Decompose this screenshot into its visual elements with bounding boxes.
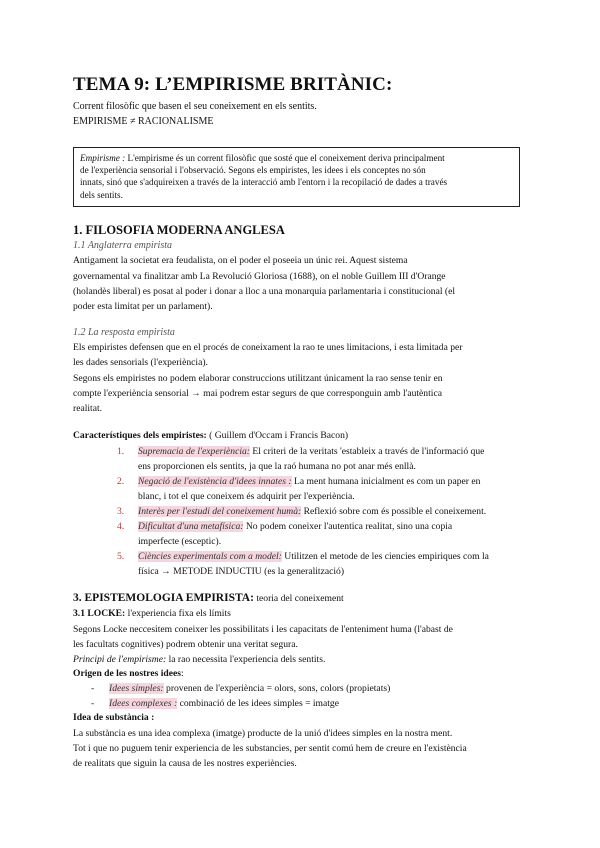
list-number: 4. [117,521,125,532]
paragraph-line: governamental va finalitzar amb La Revolució Gloriosa (1688), on el noble Guillem III d'Orange [73,271,446,282]
list-item: Dificultat d'una metafísica: No podem coneixer l'autentica realitat, sino una copia [138,521,453,532]
paragraph-line: les facultats cognitives) podrem obtenir una veritat segura. [73,639,298,650]
paragraph-line: La substància es una idea complexa (imatge) producte de la unió d'idees simples en la nostra ment. [73,728,453,739]
paragraph-line: Els empiristes defensen que en el procés de coneixament la rao te unes limitacions, i esta limitada per [73,342,463,353]
substance-heading: Idea de substància : [73,712,155,723]
section3-heading: 3. EPISTEMOLOGIA EMPIRISTA: teoria del coneixement [73,592,344,604]
origin-heading: Origen de les nostres idees: [73,668,184,679]
section1-sub1: 1.1 Anglaterra empirista [73,240,172,251]
list-item-continuation: imperfecte (esceptic). [138,536,222,547]
locke-heading: 3.1 LOCKE: l'experiencia fixa els límits [73,608,231,619]
list-item: Ciències experimentals com a model: Utilitzen el metode de les ciencies empiriques com la [138,551,489,562]
paragraph-line: (holandès liberal) es posat al poder i donar a lloc a una monarquia parlamentaria i constitucional (el [73,286,456,297]
definition-term: Empirisme : [80,153,126,163]
paragraph-line: poder esta limitat per un parlament). [73,301,213,312]
list-item-continuation: ens proporcionen els sentits, ja que la raó humana no pot anar més enllà. [138,461,416,472]
paragraph-line: de realitats que siguin la causa de les nostres experiències. [73,758,297,769]
list-number: 5. [117,551,125,562]
paragraph-line: Segons Locke neccesitem coneixer les possibilitats i les capacitats de l'enteniment huma (l'abast de [73,624,453,635]
list-number: 3. [117,506,125,517]
definition-line-2: de l'experiència sensorial i l'observació. Segons els empiristes, les idees i els conceptes no són [80,165,426,176]
list-item: Supremacia de l'experiència: El criteri de la veritats 'estableix a través de l'informació que [138,446,485,457]
section1-sub2: 1.2 La resposta empirista [73,327,175,338]
list-item: Idees complexes : combinació de les idees simples = imatge [109,698,339,709]
list-item-continuation: blanc, i tot el que coneixem és adquirit per l'experiència. [138,491,355,502]
definition-box [73,147,520,207]
list-number: 1. [117,446,125,457]
bullet-dash: - [91,683,95,694]
definition-line-3: innats, sinó que s'adquireixen a través de la interacció amb l'entorn i la recopilació de dades a través [80,177,448,188]
list-item-continuation: física → METODE INDUCTIU (es la generalització) [138,566,345,577]
paragraph-line: Segons els empiristes no podem elaborar construccions utilitzant únicament la rao sense tenir en [73,373,443,384]
paragraph-line: compte l'experiència sensorial → mai podrem estar segurs de que corresponguin amb l'autèntica [73,388,442,399]
list-item: Interès per l'estudi del coneixement humà: Reflexió sobre com és possible el coneixement. [138,506,487,517]
paragraph-line: Tot i que no puguem tenir experiencia de les substancies, per sentit comú hem de creure en l'existència [73,743,467,754]
list-item: Idees simples: provenen de l'experiència = olors, sons, colors (propietats) [109,683,391,694]
page-title: TEMA 9: L’EMPIRISME BRITÀNIC: [73,74,393,95]
definition-line-1: Empirisme : L'empirisme és un corrent filosòfic que sosté que el coneixement deriva principalment [80,153,445,163]
definition-line-4: dels sentits. [80,189,123,200]
bullet-dash: - [91,698,95,709]
subtitle-line-1: Corrent filosòfic que basen el seu coneixement en els sentits. [73,101,317,112]
paragraph-line: Antigament la societat era feudalista, on el poder el poseeia un únic rei. Aquest sistema [73,255,408,266]
section1-heading: 1. FILOSOFIA MODERNA ANGLESA [73,223,285,237]
principle-line: Principi de l'empirisme: la rao necessita l'experiencia dels sentits. [73,654,326,665]
paragraph-line: les dades sensorials (l'experiència). [73,357,208,368]
list-number: 2. [117,476,125,487]
paragraph-line: realitat. [73,403,103,414]
subtitle-line-2: EMPIRISME ≠ RACIONALISME [73,116,214,127]
characteristics-heading: Característiques dels empiristes: ( Guillem d'Occam i Francis Bacon) [73,430,349,441]
list-item: Negació de l'existència d'idees innates : La ment humana inicialment es com un paper en [138,476,481,487]
